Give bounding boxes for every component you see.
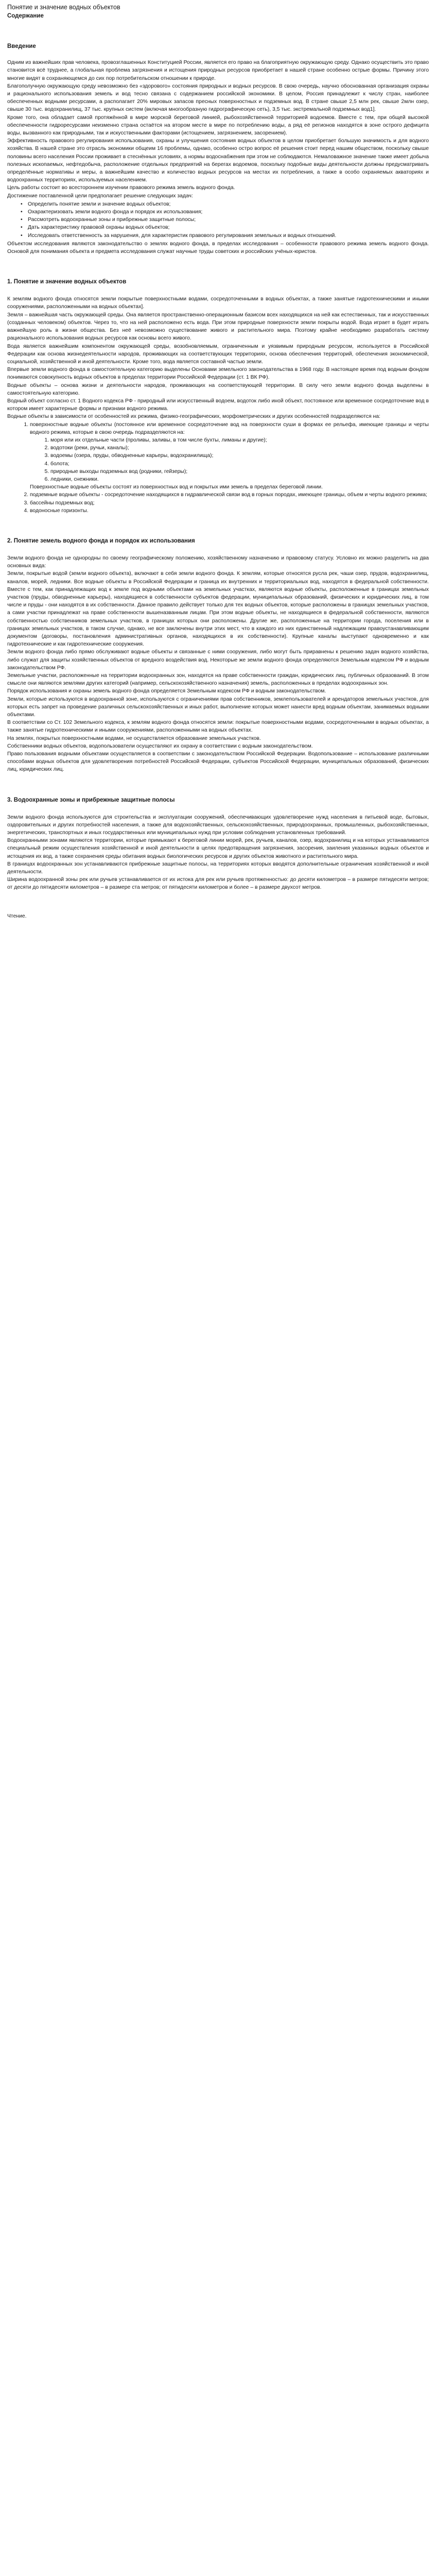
section-1	[7, 278, 429, 515]
section-heading: Введение	[7, 43, 36, 50]
paragraph: Земли, которые используются в водоохранной зоне, используются с ограничениями прав собственников, землепользователей и арендаторов земельных участков, для которых есть запрет на проведение различных сельскохозяйственных и иных работ, выполнение которых может нанести вред водным объектам, занимаемых водными объектами.	[7, 696, 429, 718]
paragraph: На землях, покрытых поверхностными водами, не осуществляется образование земельных участков.	[7, 735, 261, 741]
section-heading: 3. Водоохранные зоны и прибрежные защитные полосы	[7, 796, 175, 803]
paragraph: Земли водного фонда не однородны по своему географическому положению, хозяйственному назначению и правовому статусу. Условно их можно разделить на два основных вида:	[7, 555, 429, 569]
list-item-text: поверхностные водные объекты (постоянное или временное сосредоточение вод на поверхности суши в формах ее рельефа, имеющие границы и черты водного режима, которые в свою очередь подразделяются на:	[30, 421, 429, 435]
document-title: Понятие и значение водных объектов	[7, 4, 120, 11]
list-item: 2. подземные водные объекты - сосредоточение находящихся в гидравлической связи вод в горных породах, имеющее границы, объем и черты водного режима;	[30, 491, 429, 499]
spacer	[7, 256, 429, 278]
list-item: 4. водоносные горизонты.	[30, 507, 429, 515]
paragraph: Водные объекты – основа жизни и деятельности народов, проживающих на соответствующей территории. В силу чего земли водного фонда выделены в самостоятельную категорию.	[7, 382, 429, 396]
paragraph: Земельные участки, расположенные на территории водоохранных зон, находятся на праве собственности граждан, юридических лиц, публичных образований. В этом смысле они являются землями других категорий (например, сельскохозяйственного назначения) земель, расположенных в пределах водоохранных зон.	[7, 673, 429, 687]
section-introduction	[7, 43, 429, 256]
paragraph: Эффективность правового регулирования использования, охраны и улучшения состояния водных объектов в целом приобретает большую значимость и для водного хозяйства. В нашей стране это отрасль экономики общеим 16 проблемы, однако, особенно остро вопрос её решения стоит перед нашим обществом, поскольку свыше половины всего населения России проживает в стеснённых условиях, а нормы водоснабжения при этом не соблюдаются. Немаловажное значение также имеет добыча полезных ископаемых, нефтедобыча, расположение отдельных предприятий на берегах водоемов, поскольку подобные виды деятельности должны предусматривать определённые нормативы и меры, а важнейшим качество и количество водных ресурсов на местах их потребления, а также в особо охраняемых акваториях и водоохранных территориях, используемых населением.	[7, 138, 429, 183]
list-item: • Охарактеризовать земли водного фонда и порядок их использования;	[28, 208, 429, 216]
list-item: 6. ледники, снежники.	[50, 476, 429, 483]
spacer	[7, 774, 429, 796]
list-item: 4. болота;	[50, 460, 429, 468]
paragraph: Достижение поставленной цели предполагает решение следующих задач:	[7, 193, 193, 199]
paragraph: Ширина водоохранной зоны рек или ручьев устанавливается от их истока для рек или ручьев протяженностью: до десяти километров – в размере пятидесяти метров; от десяти до пятидесяти километров – в размере ста метров; от пятидесяти километров и более – в размере двухсот метров.	[7, 877, 429, 891]
paragraph: В соответствии со Ст. 102 Земельного кодекса, к землям водного фонда относятся земли: покрытые поверхностными водами, сосредоточенными в водных объектах, а также занятые гидротехническими и иными сооружениями, расположенными на водных объектах.	[7, 720, 429, 734]
list-item: 3. бассейны подземных вод;	[30, 499, 429, 507]
section-heading: 2. Понятие земель водного фонда и порядок их использования	[7, 537, 195, 544]
list-item: 2. водотоки (реки, ручьи, каналы);	[50, 444, 429, 452]
paragraph: Поверхностные водные объекты состоят из поверхностных вод и покрытых ими земель в пределах береговой линии.	[30, 484, 323, 490]
paragraph: Водный объект согласно ст. 1 Водного кодекса РФ - природный или искусственный водоем, водоток либо иной объект, постоянное или временное сосредоточение вод в котором имеет характерные формы и признаки водного режима.	[7, 398, 429, 412]
paragraph: Кроме того, она обладает самой протяжённой в мире морской береговой линией, рыбохозяйственной территорией водоемов. Вместе с тем, при общей высокой обеспеченности гидроресурсами неизменно страна остаётся на втором месте в мире по потреблению воды, а ряд её регионов находятся в зоне острого дефицита воды, вызванного как природными, так и искусственными факторами (истощением, загрязнением, засорением).	[7, 114, 429, 137]
section-3	[7, 796, 429, 892]
list-item	[30, 421, 429, 492]
numbered-list	[7, 421, 429, 515]
list-item: 1. моря или их отдельные части (проливы, заливы, в том числе бухты, лиманы и другие);	[50, 436, 429, 444]
paragraph: Земли водного фонда либо прямо обслуживают водные объекты и связанные с ними сооружения, либо могут быть приравнены к решению задач водного хозяйства, либо служат для защиты хозяйственных объектов от вредного воздействия вод. Некоторые же земли водного фонда определяются Земельным кодексом РФ и водным законодательством РФ.	[7, 649, 429, 671]
paragraph: Водные объекты в зависимости от особенностей их режима, физико-географических, морфометрических и других особенностей подразделяются на:	[7, 414, 380, 420]
paragraph: Впервые земли водного фонда в самостоятельную категорию выделены Основами земельного законодательства в 1968 году. В настоящее время под водным фондом понимаются совокупность водных объектов в пределах территории Российской Федерации (ст. 1 ВК РФ).	[7, 367, 429, 381]
paragraph: Земли водного фонда используются для строительства и эксплуатации сооружений, обеспечивающих удовлетворение нужд населения в питьевой воде, бытовых, оздоровительных и других потребностей населения, а также для водохозяйственных, сельскохозяйственных, природоохранных, промышленных, рыбохозяйственных, энергетических, транспортных и иных государственных или муниципальных нужд при условии соблюдения установленных требований.	[7, 814, 429, 836]
paragraph: Объектом исследования являются законодательство о землях водного фонда, в пределах исследования – особенности правового режима земель водного фонда. Основой для понимания объекта и предмета исследования служат научные труды советских и российских учёных-юристов.	[7, 241, 429, 255]
document-page	[0, 0, 436, 923]
paragraph: Цель работы состоит во всестороннем изучении правового режима земель водного фонда.	[7, 185, 235, 191]
spacer	[7, 20, 429, 43]
page-footer: Чтение.	[7, 913, 27, 919]
toc-label: Содержание	[7, 13, 44, 19]
paragraph: Вода является важнейшим компонентом окружающей среды, возобновляемым, ограниченным и уязвимым природным ресурсом, используется в Российской Федерации как основа жизнедеятельности народов, проживающих на соответствующих территориях, основа обеспечения территорий, обеспечения экономической, социальной, хозяйственной и иной деятельности. Кроме того, вода является составной частью земли.	[7, 343, 429, 365]
paragraph: Земля – важнейшая часть окружающей среды. Она является пространственно-операционным базисом всех находящихся на ней как естественных, так и искусственных (созданных человеком) объектов. Через то, что на ней расположено есть вода. При этом природные поверхности земли покрыты водой. Вода играет в будет играть важнейшую роль в жизни общества. Без неё невозможно существование живого и растительного мира. Поэтому крайне необходимо разработать систему рационального использования водных ресурсов как основы всего живого.	[7, 312, 429, 342]
list-item: 5. природные выходы подземных вод (родники, гейзеры);	[50, 468, 429, 476]
list-item: • Рассмотреть водоохранные зоны и прибрежные защитные полосы;	[28, 216, 429, 224]
paragraph: В границах водоохранных зон устанавливаются прибрежные защитные полосы, на территориях которых вводятся дополнительные ограничения хозяйственной и иной деятельности.	[7, 861, 429, 875]
list-item: • Дать характеристику правовой охраны водных объектов;	[28, 224, 429, 231]
paragraph: Собственники водных объектов, водопользователи осуществляют их охрану в соответствии с водным законодательством.	[7, 743, 313, 749]
section-heading: 1. Понятие и значение водных объектов	[7, 279, 127, 285]
spacer	[7, 515, 429, 537]
list-item: 3. водоемы (озера, пруды, обводненные карьеры, водохранилища);	[50, 452, 429, 460]
list-item: • Определить понятие земли и значение водных объектов;	[28, 200, 429, 208]
section-2	[7, 537, 429, 774]
paragraph: Водоохранными зонами являются территории, которые примыкают к береговой линии морей, рек, ручьев, каналов, озер, водохранилищ и на которых устанавливается специальный режим осуществления хозяйственной и иной деятельности в целях предотвращения загрязнения, засорения, заиления указанных водных объектов и истощения их вод, а также сохранения среды обитания водных биологических ресурсов и других объектов животного и растительного мира.	[7, 838, 429, 859]
numbered-sublist	[30, 436, 429, 483]
paragraph: Благополучную окружающую среду невозможно без «здорового» состояния природных и водных ресурсов. В свою очередь, научно обоснованная организация охраны и рационального использования земель и вод тесно связана с содержанием российской экономики. В целом, Россия принадлежит к числу стран, наиболее обеспеченных водными ресурсами, а располагает 20% мировых запасов пресных поверхностных и подземных вод. В стране свыше 2,5 млн рек, свыше 2млн озер, свыше 30 тыс. водохранилищ, 37 тыс. крупных систем (включая многообразную гидрографическую сеть), 3,5 тыс. экстремальной подземных вод1].	[7, 83, 429, 113]
paragraph: К землям водного фонда относятся земли покрытые поверхностными водами, сосредоточенными в водных объектах, а также занятые гидротехническими и иными сооружениями, расположенными на водных объектах].	[7, 296, 429, 310]
paragraph: Одним из важнейших прав человека, провозглашенных Конституцией России, является его право на благоприятную окружающую среду. Однако осуществить это право становится всё труднее, а глобальная проблема загрязнения и истощения природных ресурсов приобретает в нашей стране особенно острые формы. Причину этого многие видят в сохраняющемся до сих пор потребительском отношении к природе.	[7, 60, 429, 81]
paragraph: Земли, покрытые водой (земли водного объекта), включают в себя земли водного фонда. К землям, которые относятся русла рек, чаши озер, прудов, водохранилищ, каналов, морей, ледники. Все водные объекты в Российской Федерации и граница их внутренних и территориальных вод, находятся в федеральной собственности. Вместе с тем, как принадлежащих вод к земле под водными объектами на земельных участках, являются водные объекты, расположенные в границах земельных участков (пруды, обводненные карьеры), находящиеся в собственности субъектов федерации, муниципальных образований, физических и юридических лиц, в том числе и пруды - они находятся в их собственности. Данное правило действует только для тех водных объектов, которые расположены в границах земельных участков, а сами участки принадлежат на праве собственности вышеназванным лицам. При этом водные объекты, не находящиеся в федеральной собственности, являются собственностью собственников земельных участков, в границах которых они расположены. Другие же, расположенные на территории города, поселения или в границах земельных участков, в таком случае, однако, не все заключены внутри этих мест, что в каждого из них единственный надлежащим правоустанавливающим документом (договоры, постановления административных органов, находящихся в их собственности). Крупные каналы выступают одновременно и как гидротехнические и как гидротехнические сооружения.	[7, 571, 429, 648]
list-item: • Исследовать ответственность за нарушения, для характеристик правового регулирования земельных и водных отношений.	[28, 232, 429, 240]
paragraph: Право пользования водными объектами осуществляется в соответствии с законодательством Российской Федерации. Водопользование – использование различными способами водных объектов для удовлетворения потребностей Российской Федерации, субъектов Российской Федерации, муниципальных образований, физических лиц, юридических лиц.	[7, 751, 429, 773]
tasks-list	[7, 200, 429, 240]
paragraph: Порядок использования и охраны земель водного фонда определяется Земельным кодексом РФ и водным законодательством.	[7, 688, 326, 694]
